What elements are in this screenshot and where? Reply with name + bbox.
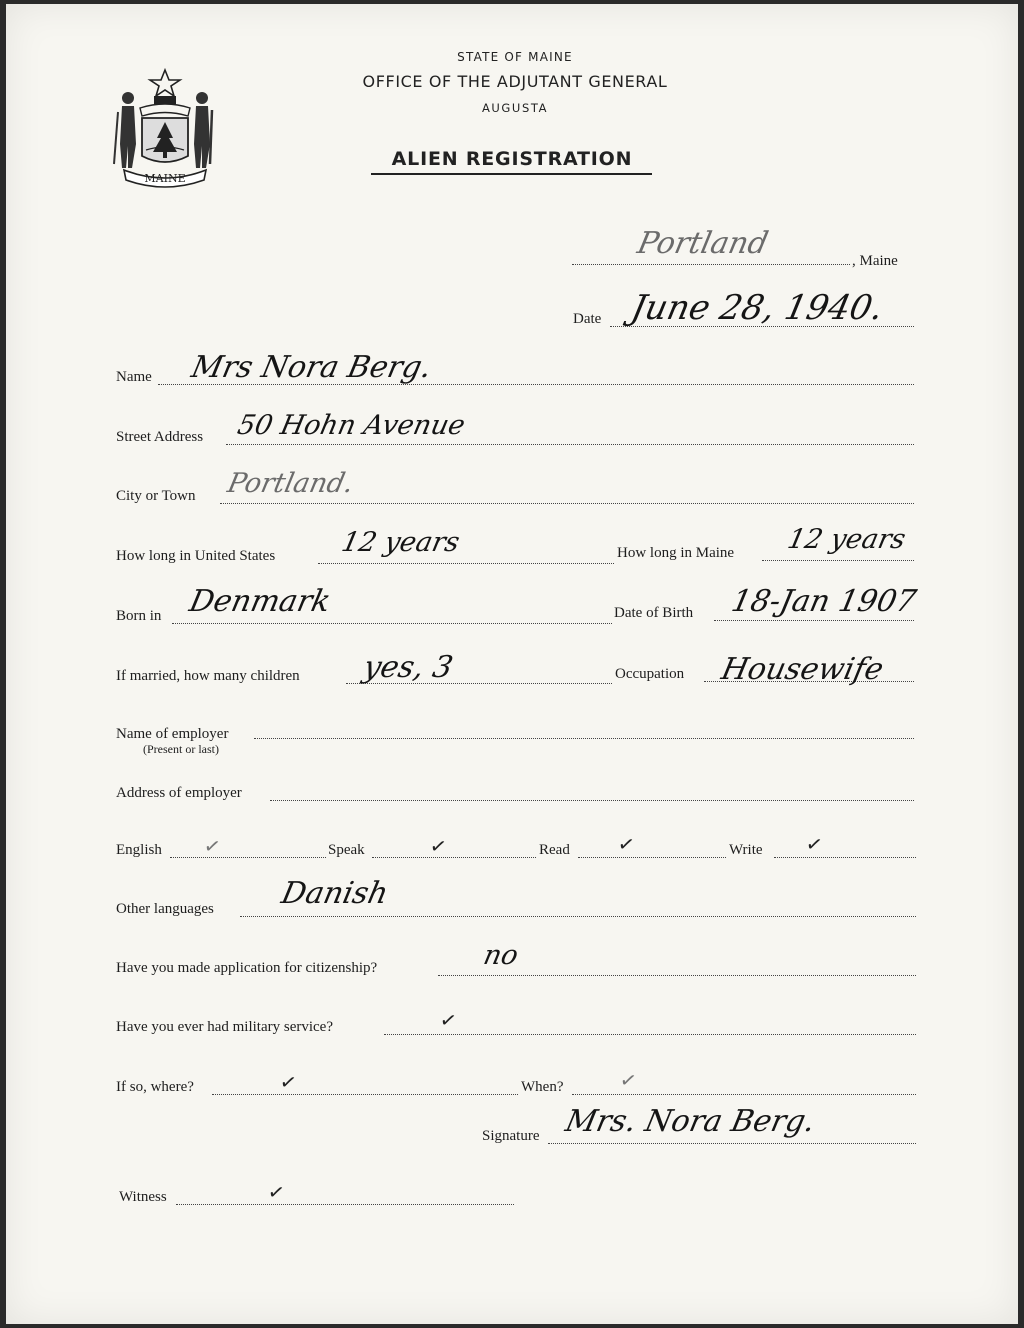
citizenship-line bbox=[438, 975, 916, 976]
place-value: Portland bbox=[634, 226, 772, 261]
signature-line bbox=[548, 1143, 916, 1144]
speak-line bbox=[372, 857, 536, 858]
city-value: Portland. bbox=[224, 468, 357, 499]
married-value: yes, 3 bbox=[360, 650, 456, 685]
write-check: ✓ bbox=[804, 830, 825, 858]
street-label: Street Address bbox=[116, 429, 204, 445]
citizenship-value: no bbox=[480, 940, 521, 971]
maine-label: , Maine bbox=[852, 253, 898, 269]
form-title: ALIEN REGISTRATION bbox=[391, 148, 633, 170]
write-label: Write bbox=[729, 842, 763, 858]
when-check: ✓ bbox=[618, 1066, 639, 1094]
read-line bbox=[578, 857, 726, 858]
military-check: ✓ bbox=[438, 1006, 459, 1034]
employer-address-label: Address of employer bbox=[116, 785, 242, 801]
date-label: Date bbox=[573, 311, 602, 327]
name-label: Name bbox=[116, 369, 152, 385]
date-value: June 28, 1940. bbox=[627, 288, 887, 328]
english-label: English bbox=[116, 842, 162, 858]
married-label: If married, how many children bbox=[116, 668, 300, 684]
city-line bbox=[220, 503, 914, 504]
street-value: 50 Hohn Avenue bbox=[234, 410, 468, 441]
witness-label: Witness bbox=[119, 1189, 167, 1205]
born-in-label: Born in bbox=[116, 608, 162, 624]
citizenship-label: Have you made application for citizenship? bbox=[116, 960, 378, 976]
employer-name-sublabel: (Present or last) bbox=[143, 742, 219, 756]
name-value: Mrs Nora Berg. bbox=[188, 350, 435, 385]
header-office: OFFICE OF THE ADJUTANT GENERAL bbox=[362, 72, 668, 91]
occupation-value: Housewife bbox=[718, 652, 887, 687]
other-languages-value: Danish bbox=[278, 876, 392, 911]
born-in-line bbox=[172, 623, 612, 624]
employer-name-label: Name of employer bbox=[116, 726, 229, 742]
employer-name-line bbox=[254, 738, 914, 739]
how-long-maine-label: How long in Maine bbox=[617, 545, 735, 561]
city-label: City or Town bbox=[116, 488, 196, 504]
where-label: If so, where? bbox=[116, 1079, 194, 1095]
witness-line bbox=[176, 1204, 514, 1205]
signature-value: Mrs. Nora Berg. bbox=[562, 1104, 819, 1139]
date-of-birth-label: Date of Birth bbox=[614, 605, 694, 621]
where-check: ✓ bbox=[278, 1068, 299, 1096]
speak-check: ✓ bbox=[428, 832, 449, 860]
how-long-us-value: 12 years bbox=[338, 527, 463, 558]
seal-banner: MAINE bbox=[144, 172, 186, 185]
other-languages-line bbox=[240, 916, 916, 917]
date-of-birth-line bbox=[714, 620, 914, 621]
how-long-us-label: How long in United States bbox=[116, 548, 276, 564]
how-long-us-line bbox=[318, 563, 614, 564]
how-long-maine-line bbox=[762, 560, 914, 561]
when-label: When? bbox=[521, 1079, 564, 1095]
witness-check: ✓ bbox=[266, 1178, 287, 1206]
header-city: AUGUSTA bbox=[481, 101, 549, 115]
title-underline bbox=[371, 173, 652, 175]
date-of-birth-value: 18-Jan 1907 bbox=[728, 584, 920, 619]
military-line bbox=[384, 1034, 916, 1035]
read-label: Read bbox=[539, 842, 570, 858]
when-line bbox=[572, 1094, 916, 1095]
speak-label: Speak bbox=[328, 842, 365, 858]
header-state: STATE OF MAINE bbox=[457, 50, 573, 64]
signature-label: Signature bbox=[482, 1128, 540, 1144]
how-long-maine-value: 12 years bbox=[784, 524, 909, 555]
employer-address-line bbox=[270, 800, 914, 801]
place-line bbox=[572, 264, 850, 265]
born-in-value: Denmark bbox=[186, 584, 334, 619]
english-check: ✓ bbox=[202, 832, 223, 860]
write-line bbox=[774, 857, 916, 858]
street-line bbox=[226, 444, 914, 445]
english-line bbox=[170, 857, 326, 858]
read-check: ✓ bbox=[616, 830, 637, 858]
other-languages-label: Other languages bbox=[116, 901, 214, 917]
occupation-label: Occupation bbox=[615, 666, 685, 682]
military-label: Have you ever had military service? bbox=[116, 1019, 333, 1035]
where-line bbox=[212, 1094, 518, 1095]
